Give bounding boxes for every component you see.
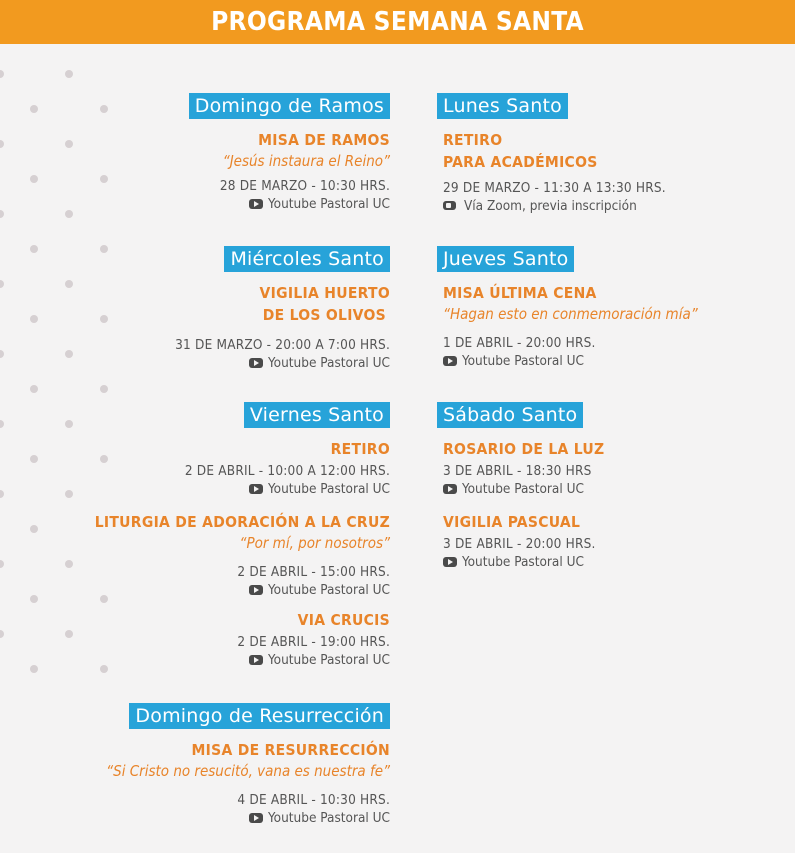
event-channel: Youtube Pastoral UC xyxy=(106,809,390,827)
event-title: VIA CRUCIS xyxy=(297,611,390,629)
video-camera-icon xyxy=(443,201,456,210)
event-quote: “Si Cristo no resucitó, vana es nuestra fe” xyxy=(106,762,390,780)
youtube-icon xyxy=(249,358,263,368)
event-channel: Youtube Pastoral UC xyxy=(443,480,604,498)
event-quote: “Por mí, por nosotros” xyxy=(239,534,390,552)
youtube-icon xyxy=(443,356,457,366)
event-channel: Youtube Pastoral UC xyxy=(175,354,390,372)
event-title: RETIRO xyxy=(443,131,503,149)
day-badge: Domingo de Ramos xyxy=(189,93,390,119)
event-title: MISA DE RESURRECCIÓN xyxy=(191,741,390,759)
event-date: 2 DE ABRIL - 19:00 HRS. xyxy=(237,634,390,650)
day-badge: Sábado Santo xyxy=(437,402,583,428)
event-channel: Youtube Pastoral UC xyxy=(95,480,390,498)
youtube-icon xyxy=(249,484,263,494)
event-date: 3 DE ABRIL - 18:30 HRS xyxy=(443,463,592,479)
day-badge: Viernes Santo xyxy=(244,402,390,428)
event-title: ROSARIO DE LA LUZ xyxy=(443,440,605,458)
youtube-icon xyxy=(443,484,457,494)
event-title: MISA DE RAMOS xyxy=(258,131,390,149)
youtube-icon xyxy=(249,655,263,665)
page-title: PROGRAMA SEMANA SANTA xyxy=(0,0,795,44)
event-quote: “Jesús instaura el Reino” xyxy=(222,152,390,170)
event-date: 1 DE ABRIL - 20:00 HRS. xyxy=(443,335,596,351)
event-date: 29 DE MARZO - 11:30 A 13:30 HRS. xyxy=(443,180,666,196)
day-sabado-santo xyxy=(437,402,604,571)
day-lunes-santo xyxy=(437,93,666,215)
event-channel: Youtube Pastoral UC xyxy=(95,651,390,669)
event-title: VIGILIA HUERTO xyxy=(259,284,390,302)
event-title: VIGILIA PASCUAL xyxy=(443,513,581,531)
event-quote: “Hagan esto en conmemoración mía” xyxy=(443,305,698,323)
day-miercoles-santo xyxy=(175,246,390,372)
event-channel: Youtube Pastoral UC xyxy=(95,581,390,599)
day-jueves-santo xyxy=(437,246,698,370)
day-badge: Domingo de Resurrección xyxy=(129,703,390,729)
event-date: 31 DE MARZO - 20:00 A 7:00 HRS. xyxy=(175,337,390,353)
day-badge: Miércoles Santo xyxy=(224,246,390,272)
event-title: RETIRO xyxy=(330,440,390,458)
youtube-icon xyxy=(249,585,263,595)
day-domingo-ramos xyxy=(189,93,390,213)
event-date: 2 DE ABRIL - 10:00 A 12:00 HRS. xyxy=(184,463,390,479)
youtube-icon xyxy=(443,557,457,567)
event-channel: Youtube Pastoral UC xyxy=(189,195,390,213)
day-badge: Lunes Santo xyxy=(437,93,568,119)
event-title: DE LOS OLIVOS xyxy=(262,306,386,324)
event-title: PARA ACADÉMICOS xyxy=(443,153,598,171)
event-date: 4 DE ABRIL - 10:30 HRS. xyxy=(237,792,390,808)
event-title: MISA ÚLTIMA CENA xyxy=(443,284,597,302)
event-channel: Vía Zoom, previa inscripción xyxy=(443,197,666,215)
day-domingo-resurreccion xyxy=(106,703,390,827)
event-channel: Youtube Pastoral UC xyxy=(443,553,604,571)
youtube-icon xyxy=(249,199,263,209)
day-viernes-santo xyxy=(95,402,390,669)
day-badge: Jueves Santo xyxy=(437,246,574,272)
event-date: 2 DE ABRIL - 15:00 HRS. xyxy=(237,564,390,580)
event-channel: Youtube Pastoral UC xyxy=(443,352,698,370)
event-date: 28 DE MARZO - 10:30 HRS. xyxy=(219,178,390,194)
event-date: 3 DE ABRIL - 20:00 HRS. xyxy=(443,536,596,552)
youtube-icon xyxy=(249,813,263,823)
event-title: LITURGIA DE ADORACIÓN A LA CRUZ xyxy=(94,513,390,531)
